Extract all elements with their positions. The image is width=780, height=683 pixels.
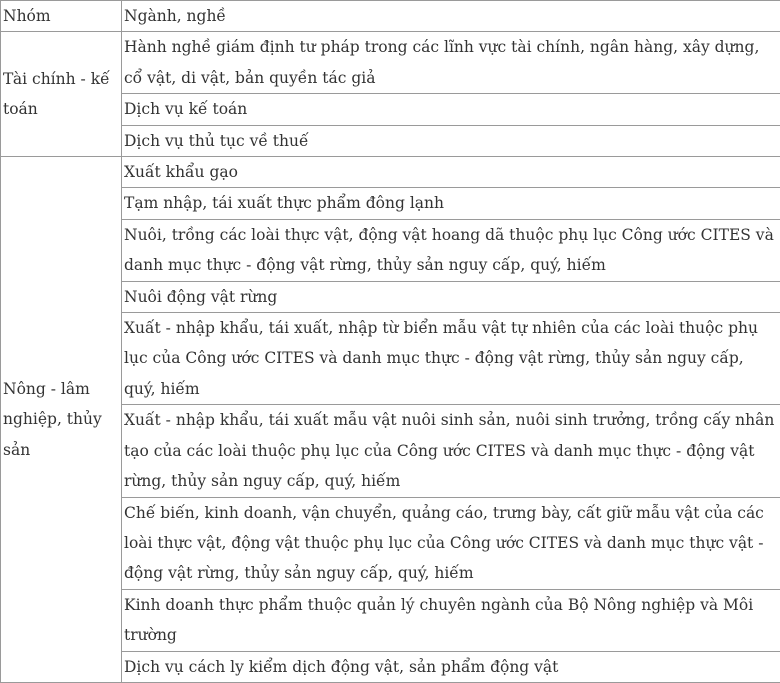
industry-cell: Tạm nhập, tái xuất thực phẩm đông lạnh	[122, 188, 780, 219]
table-header-row	[1, 1, 780, 32]
industry-cell: Xuất khẩu gạo	[122, 157, 780, 188]
table-row	[1, 32, 780, 94]
industry-cell: Nuôi động vật rừng	[122, 281, 780, 312]
header-group: Nhóm	[1, 1, 122, 32]
industry-cell: Nuôi, trồng các loài thực vật, động vật hoang dã thuộc phụ lục Công ước CITES và danh mục thực - động vật rừng, thủy sản nguy cấp, quý, hiếm	[122, 219, 780, 281]
group-cell-finance: Tài chính - kế toán	[1, 32, 122, 157]
table-row	[1, 157, 780, 188]
industry-cell: Chế biến, kinh doanh, vận chuyển, quảng cáo, trưng bày, cất giữ mẫu vật của các loài thực vật, động vật thuộc phụ lục của Công ước CITES và danh mục thực vật - động vật rừng, thủy sản nguy cấp, quý, hiếm	[122, 497, 780, 589]
group-cell-agriculture: Nông - lâm nghiệp, thủy sản	[1, 157, 122, 683]
industry-cell: Hành nghề giám định tư pháp trong các lĩnh vực tài chính, ngân hàng, xây dựng, cổ vật, di vật, bản quyền tác giả	[122, 32, 780, 94]
industry-cell: Xuất - nhập khẩu, tái xuất, nhập từ biển mẫu vật tự nhiên của các loài thuộc phụ lục của Công ước CITES và danh mục thực - động vật rừng, thủy sản nguy cấp, quý, hiếm	[122, 313, 780, 405]
industry-cell: Xuất - nhập khẩu, tái xuất mẫu vật nuôi sinh sản, nuôi sinh trưởng, trồng cấy nhân tạo của các loài thuộc phụ lục của Công ước CITES và danh mục thực - động vật rừng, thủy sản nguy cấp, quý, hiếm	[122, 405, 780, 497]
industry-cell: Dịch vụ kế toán	[122, 94, 780, 125]
header-industry: Ngành, nghề	[122, 1, 780, 32]
industry-cell: Dịch vụ thủ tục về thuế	[122, 125, 780, 156]
industry-cell: Kinh doanh thực phẩm thuộc quản lý chuyên ngành của Bộ Nông nghiệp và Môi trường	[122, 589, 780, 651]
industry-cell: Dịch vụ cách ly kiểm dịch động vật, sản phẩm động vật	[122, 651, 780, 682]
